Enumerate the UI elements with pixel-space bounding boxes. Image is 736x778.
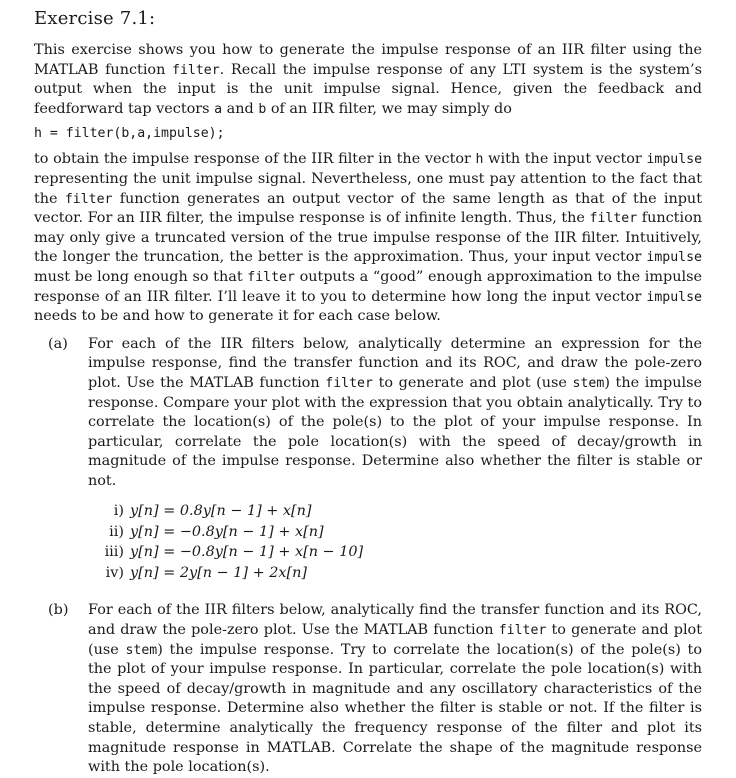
inline-code: filter <box>247 269 295 285</box>
inline-code: impulse <box>646 152 703 168</box>
part-a-body <box>88 335 702 594</box>
code-line: h = filter(b,a,impulse); <box>34 126 225 142</box>
part-a <box>34 335 702 594</box>
equation-label: i) <box>113 503 124 520</box>
text-run: ) the impulse response. Try to correlate the location(s) of the pole(s) to the plot of your impulse response. In particular, correlate the pole location(s) with the speed of decay/growth in magnitude and any oscillatory characteristics of the impulse response. Determine also whether the filter is stable or not. If the filter is stable, determine analytically the frequency response of the filter and plot its magnitude response in MATLAB. Correlate the shape of the magnitude response with the pole location(s). <box>88 641 702 776</box>
equation-rhs: [n] = −0.8y[n − 1] + x[n] <box>138 523 324 540</box>
text-run: ) the impulse response. Compare your plot with the expression that you obtain analytically. Try to correlate the location(s) of the pole(s) to the plot of your impulse response. In particular, correlate the pole location(s) with the speed of decay/growth in magnitude of the impulse response. Determine also whether the filter is stable or not. <box>88 374 702 489</box>
equation-rhs: [n] = 2y[n − 1] + 2x[n] <box>138 564 307 581</box>
text-run: and <box>222 100 259 117</box>
equation-item <box>96 501 702 522</box>
equation <box>130 563 307 584</box>
equation-lhs: y <box>130 523 139 540</box>
equation-label: ii) <box>109 523 124 540</box>
intro-paragraph-2 <box>34 150 702 326</box>
text-run: function generates an output vector of the same length as that of the input vector. For an IIR filter, the impulse response is of infinite length. Thus, the <box>34 190 702 227</box>
text-run: must be long enough so that <box>34 268 248 285</box>
equation-item <box>96 563 702 584</box>
exercise-title: Exercise 7.1: <box>34 8 156 29</box>
equation-item <box>96 542 702 563</box>
text-run: For each of the IIR filters below, analytically find the transfer function and its ROC, and draw the pole-zero plot. Use the MATLAB function <box>88 602 702 639</box>
inline-code: b <box>258 101 267 117</box>
equation-rhs: [n] = −0.8y[n − 1] + x[n − 10] <box>138 544 364 561</box>
part-b-body <box>88 601 702 777</box>
text-run: function may only give a truncated version of the true impulse response of the IIR filter. Intuitively, the longer the truncation, the better is the approximation. Thus, your input vector <box>34 210 702 266</box>
text-run: This exercise shows you how to generate the impulse response of an IIR filter using the MATLAB function <box>34 42 702 78</box>
part-b <box>34 601 702 777</box>
text-run: . Recall the impulse response of any LTI system is the system’s output when the input is the unit impulse signal. Hence, given the feedback and feedforward tap vectors <box>34 61 702 117</box>
equation <box>130 501 312 522</box>
text-run: outputs a “good” enough approximation to the impulse response of an IIR filter. I’ll leave it to you to determine how long the input vector <box>34 268 702 305</box>
inline-code: h <box>475 152 484 168</box>
inline-code: filter <box>589 211 638 227</box>
text-run: to obtain the impulse response of the IIR filter in the vector <box>34 151 476 168</box>
equation-list <box>96 501 702 583</box>
text-run: representing the unit impulse signal. Nevertheless, one must pay attention to the fact that the <box>34 170 702 207</box>
inline-code: a <box>214 101 223 117</box>
inline-code: filter <box>172 62 220 78</box>
part-b-label: (b) <box>48 602 69 619</box>
inline-code: impulse <box>646 250 702 266</box>
text-run: of an IIR filter, we may simply do <box>266 100 512 117</box>
inline-code: stem <box>125 642 158 658</box>
equation-lhs: y <box>130 564 139 581</box>
inline-code: filter <box>64 191 113 207</box>
text-run: For each of the IIR filters below, analytically determine an expression for the impulse response, find the transfer function and its ROC, and draw the pole-zero plot. Use the MATLAB function <box>88 335 702 391</box>
text-run: needs to be and how to generate it for each case below. <box>34 308 441 325</box>
equation <box>130 522 324 543</box>
equation-rhs: [n] = 0.8y[n − 1] + x[n] <box>138 503 312 520</box>
inline-code: filter <box>498 623 547 639</box>
intro-paragraph-1 <box>34 41 702 119</box>
equation <box>130 542 363 563</box>
inline-code: impulse <box>646 289 702 305</box>
inline-code: filter <box>325 375 373 391</box>
part-a-label: (a) <box>48 335 68 352</box>
equation-lhs: y <box>130 503 139 520</box>
text-run: to generate and plot (use <box>88 622 703 658</box>
text-run: with the input vector <box>483 151 647 168</box>
equation-label: iv) <box>105 564 124 581</box>
equation-label: iii) <box>104 544 124 561</box>
equation-lhs: y <box>130 544 139 561</box>
text-run: to generate and plot (use <box>372 374 573 391</box>
equation-item <box>96 522 702 543</box>
inline-code: stem <box>572 375 605 391</box>
